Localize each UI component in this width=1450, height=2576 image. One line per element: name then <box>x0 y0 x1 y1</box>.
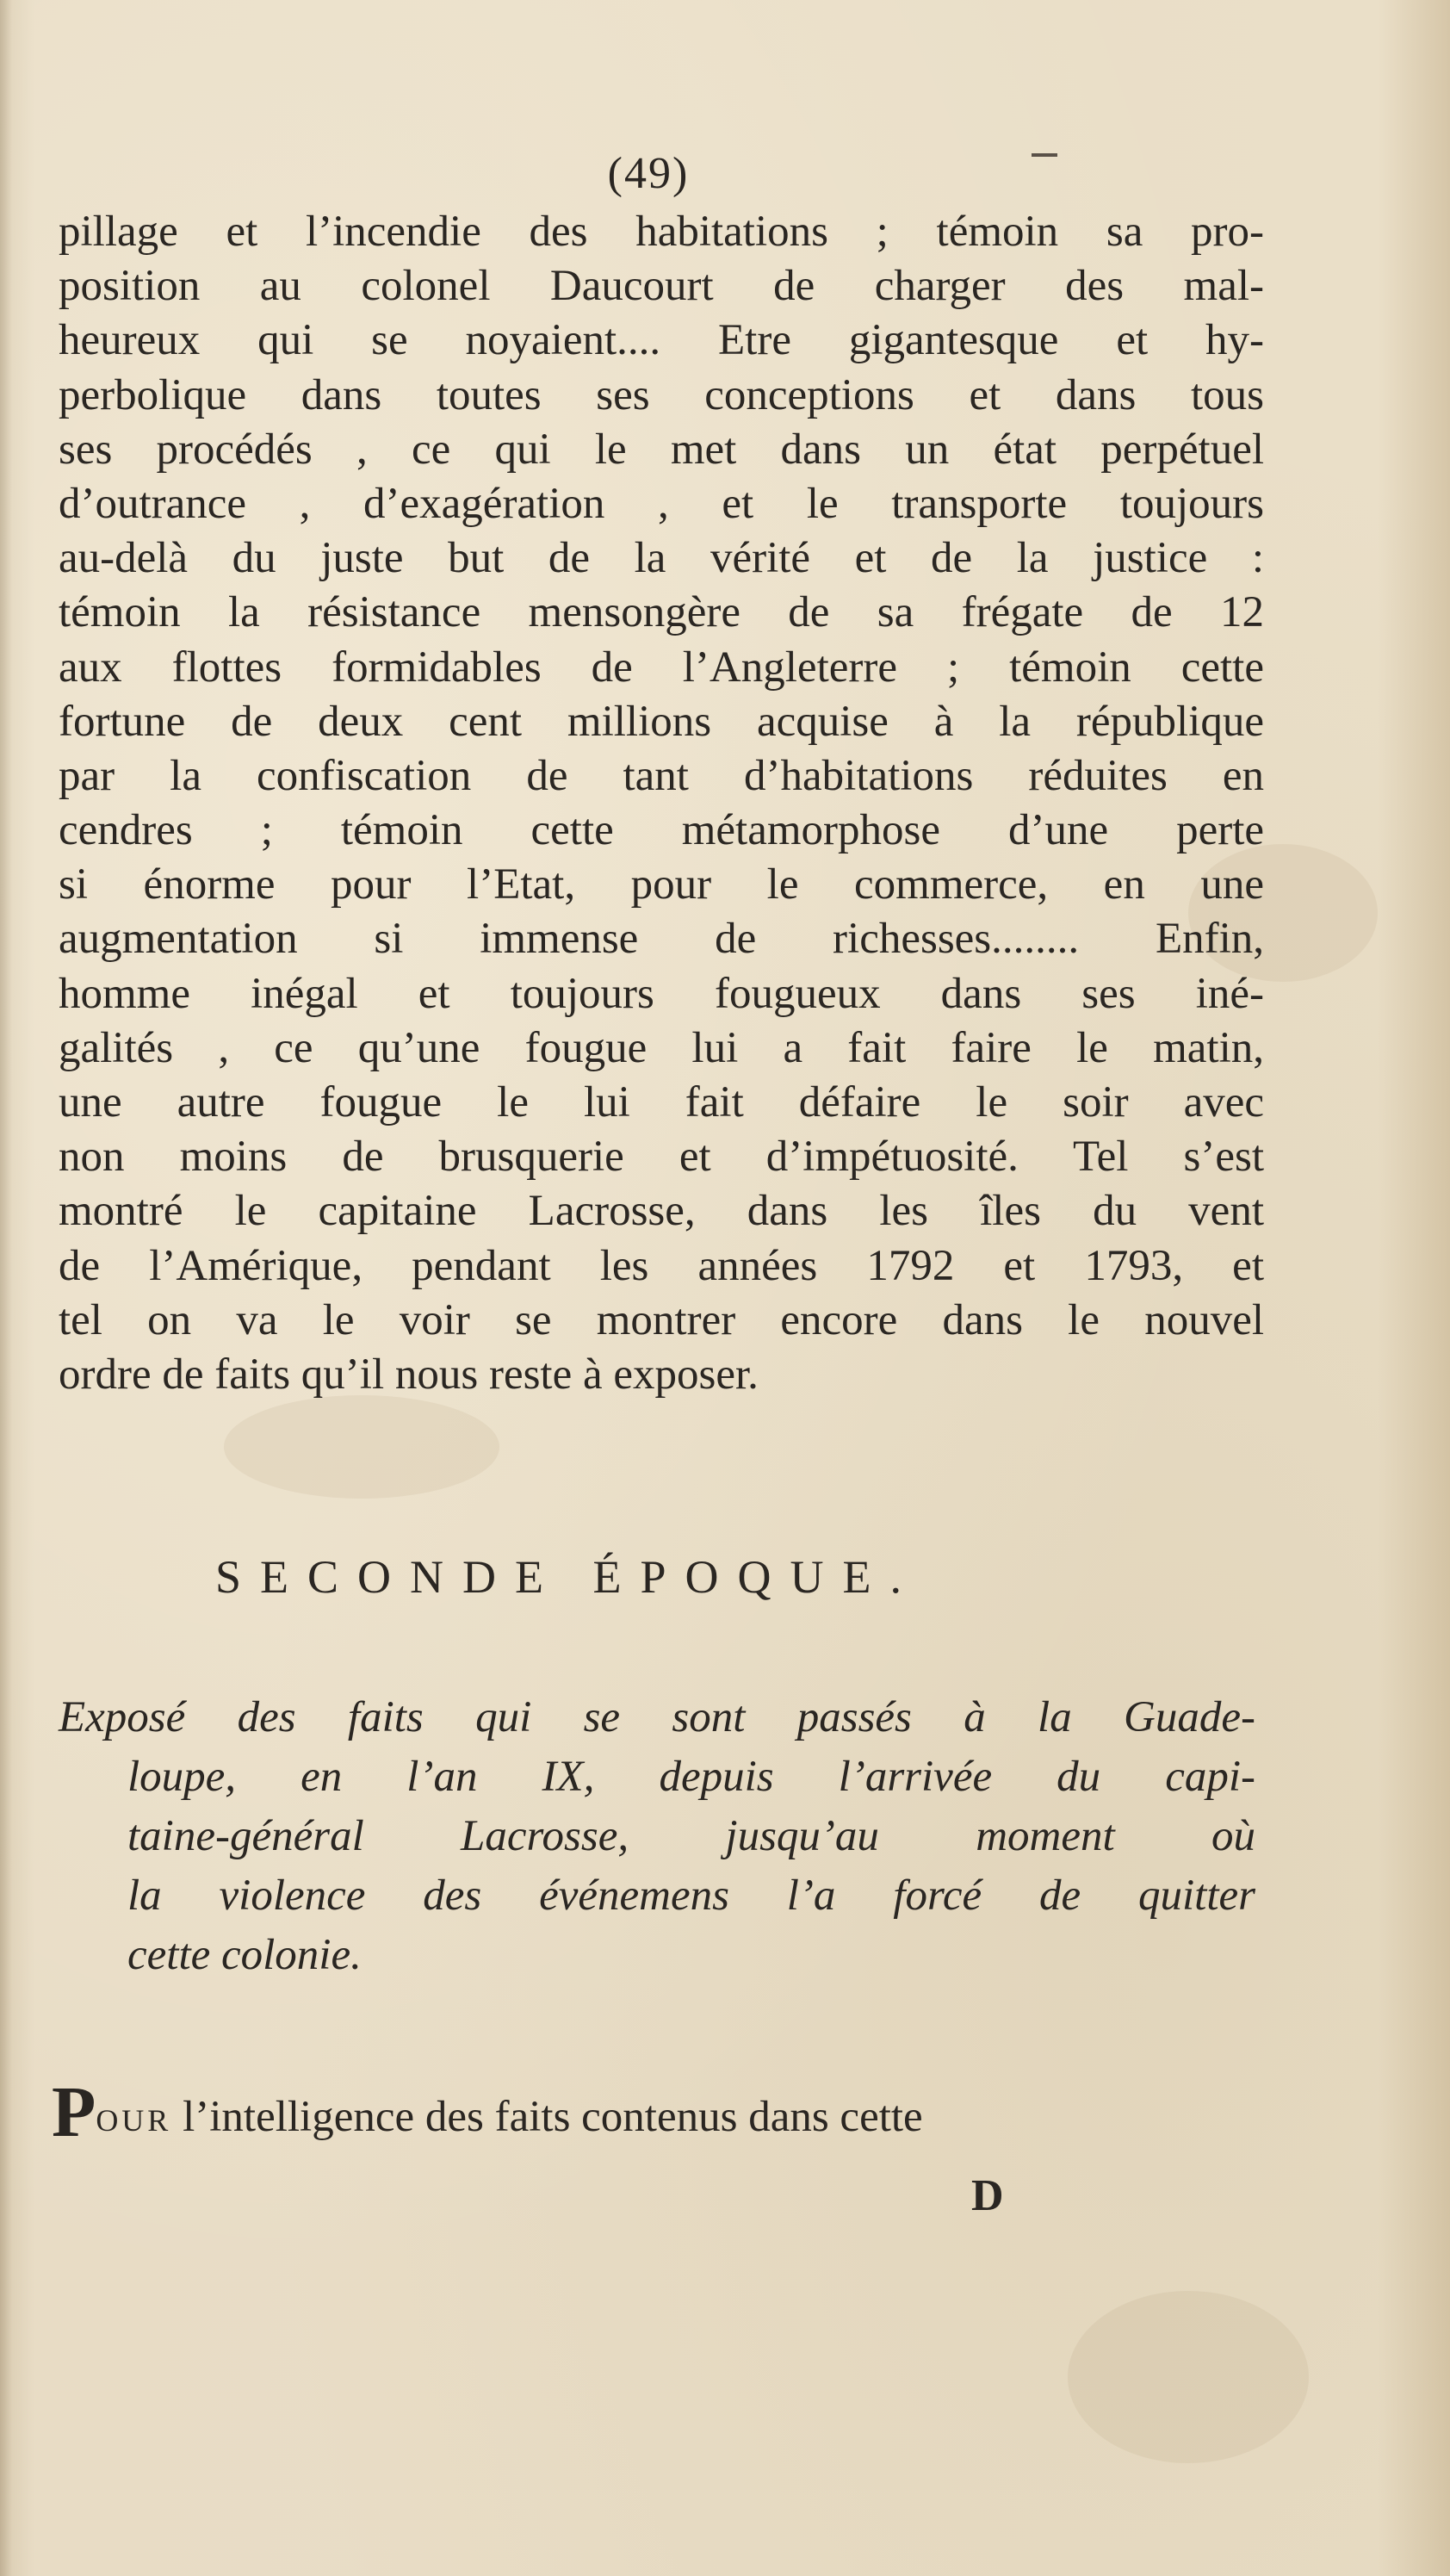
page-number: (49) <box>607 149 690 198</box>
text-line: pillage et l’incendie des habitations ; témoin sa pro- <box>59 208 1264 256</box>
text-line: ses procédés , ce qui le met dans un état perpétuel <box>59 425 1264 474</box>
drop-cap: P <box>52 2072 96 2152</box>
text-line: heureux qui se noyaient.... Etre gigantesque et hy- <box>59 316 1264 365</box>
text-line: aux flottes formidables de l’Angleterre ; témoin cette <box>59 642 1264 692</box>
text-line: fortune de deux cent millions acquise à la république <box>59 697 1264 746</box>
opening-line <box>52 2072 1257 2152</box>
text-line: au-delà du juste but de la vérité et de la justice : <box>59 534 1264 583</box>
section-summary <box>59 1688 1255 1985</box>
header-dash-mark <box>1032 153 1057 157</box>
text-line: ordre de faits qu’il nous reste à exposer. <box>59 1350 759 1399</box>
body-paragraph <box>59 205 1264 1402</box>
page-gutter-shadow <box>0 0 12 2576</box>
text-line: augmentation si immense de richesses........ Enfin, <box>59 915 1264 964</box>
summary-line: loupe, en l’an IX, depuis l’arrivée du capi- <box>127 1753 1255 1801</box>
text-line: par la confiscation de tant d’habitations réduites en <box>59 751 1264 800</box>
text-line: une autre fougue le lui fait défaire le soir avec <box>59 1078 1264 1127</box>
text-line: cendres ; témoin cette métamorphose d’une perte <box>59 806 1264 855</box>
text-line: témoin la résistance mensongère de sa frégate de 12 <box>59 588 1264 637</box>
text-line: homme inégal et toujours fougueux dans ses iné- <box>59 969 1264 1018</box>
summary-line: taine-général Lacrosse, jusqu’au moment où <box>127 1812 1255 1860</box>
text-line: non moins de brusquerie et d’impétuosité. Tel s’est <box>59 1133 1264 1182</box>
text-line: position au colonel Daucourt de charger des mal- <box>59 262 1264 311</box>
summary-line: la violence des événemens l’a forcé de quitter <box>127 1871 1255 1920</box>
summary-line: Exposé des faits qui se sont passés à la Guade- <box>59 1693 1255 1741</box>
text-line: si énorme pour l’Etat, pour le commerce, en une <box>59 860 1264 909</box>
opening-text: l’intelligence des faits contenus dans cette <box>171 2093 923 2141</box>
paper-stain <box>1068 2291 1309 2463</box>
signature-mark: D <box>971 2171 1004 2220</box>
summary-line: cette colonie. <box>127 1931 362 1979</box>
paper-stain <box>224 1395 499 1499</box>
text-line: galités , ce qu’une fougue lui a fait faire le matin, <box>59 1023 1264 1072</box>
text-line: de l’Amérique, pendant les années 1792 et 1793, et <box>59 1241 1264 1290</box>
text-line: montré le capitaine Lacrosse, dans les îles du vent <box>59 1187 1264 1236</box>
text-line: tel on va le voir se montrer encore dans le nouvel <box>59 1295 1264 1344</box>
section-heading: SECONDE ÉPOQUE. <box>215 1551 921 1603</box>
text-line: d’outrance , d’exagération , et le transporte toujours <box>59 479 1264 528</box>
small-caps-word: OUR <box>96 2103 172 2138</box>
text-line: perbolique dans toutes ses conceptions et dans tous <box>59 370 1264 419</box>
